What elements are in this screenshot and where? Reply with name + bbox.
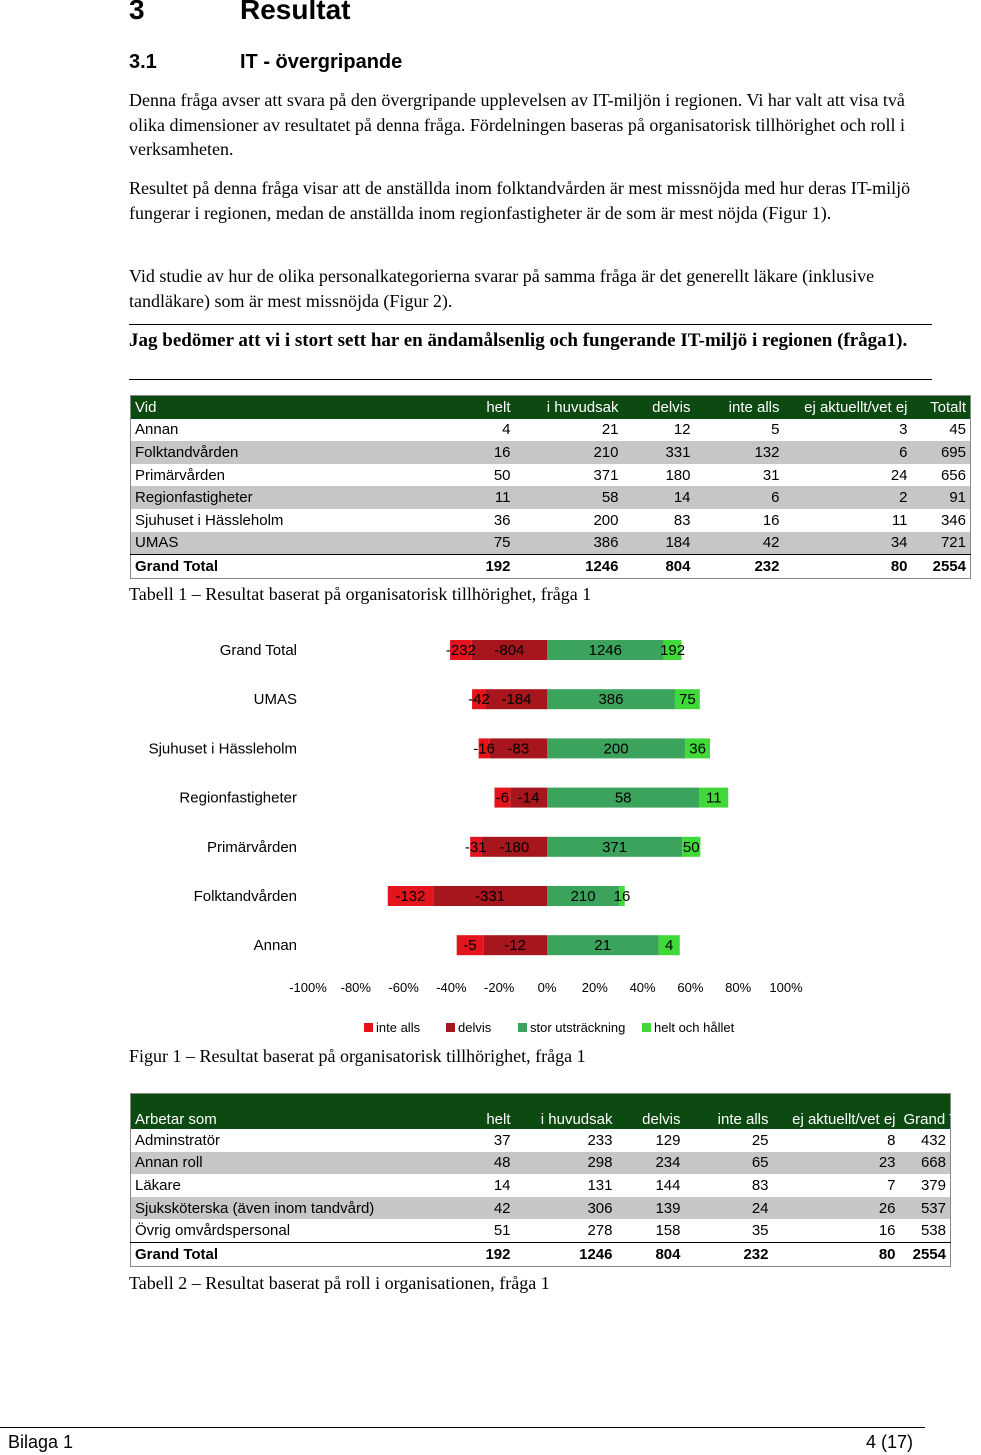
table-row <box>131 1129 951 1152</box>
table-cell: 278 <box>515 1219 617 1242</box>
x-tick-label: 20% <box>581 980 608 995</box>
chart-background <box>129 612 804 1037</box>
column-header: delvis <box>617 1094 685 1130</box>
table-cell: 91 <box>912 486 971 509</box>
table-cell: 721 <box>912 532 971 555</box>
legend-swatch <box>518 1023 527 1032</box>
category-label: Regionfastigheter <box>179 789 297 807</box>
row-label: UMAS <box>131 532 441 555</box>
bar-value-label: -184 <box>501 691 532 709</box>
table-cell: 21 <box>515 419 623 442</box>
table-row <box>131 1197 951 1220</box>
table-total-row <box>131 555 971 579</box>
row-label: Primärvården <box>131 464 441 487</box>
table-cell: 16 <box>773 1219 900 1242</box>
table-cell: 804 <box>623 555 695 579</box>
category-label: Folktandvården <box>193 888 297 905</box>
table-cell: 26 <box>773 1197 900 1220</box>
table-row <box>131 419 971 442</box>
column-header: ej aktuellt/vet ej <box>773 1094 900 1130</box>
table-cell: 5 <box>695 419 784 442</box>
table-cell: 668 <box>900 1152 951 1175</box>
role-paragraph: Vid studie av hur de olika personalkategorierna svarar på samma fråga är det generellt läkare (inklusive tandläkare) som är mest missnöjda (Figur 2). <box>129 266 875 311</box>
table-cell: 233 <box>515 1129 617 1152</box>
table-cell: 14 <box>623 486 695 509</box>
table-cell: 804 <box>617 1242 685 1266</box>
bar-value-label: 21 <box>594 937 612 955</box>
x-tick-label: -100% <box>289 980 327 995</box>
table-cell: 144 <box>617 1174 685 1197</box>
bar-value-label: -6 <box>495 789 510 807</box>
table-cell: 2 <box>784 486 912 509</box>
table-cell: 131 <box>515 1174 617 1197</box>
table-cell: 4 <box>441 419 515 442</box>
table-cell: 386 <box>515 532 623 555</box>
table-row <box>131 1219 951 1242</box>
table-cell: 129 <box>617 1129 685 1152</box>
table-cell: 200 <box>515 509 623 532</box>
table-row <box>131 486 971 509</box>
table-row <box>131 464 971 487</box>
bar-value-label: -42 <box>468 691 490 709</box>
column-header: ej aktuellt/vet ej <box>784 396 912 419</box>
table-cell: 14 <box>411 1174 515 1197</box>
bar-value-label: 1246 <box>588 642 622 659</box>
row-label: Sjuksköterska (även inom tandvård) <box>131 1197 411 1220</box>
bar-value-label: -331 <box>475 888 506 905</box>
legend-swatch <box>642 1023 651 1032</box>
row-label: Regionfastigheter <box>131 486 441 509</box>
column-header: Totalt <box>912 396 971 419</box>
bar-value-label: 11 <box>705 789 722 807</box>
table-cell: 83 <box>623 509 695 532</box>
column-header: delvis <box>623 396 695 419</box>
footer-appendix: Bilaga 1 <box>8 1432 74 1452</box>
table-cell: 1246 <box>515 1242 617 1266</box>
column-header: Arbetar som <box>131 1094 411 1130</box>
row-label: Annan roll <box>131 1152 411 1175</box>
org-results-chart <box>129 612 804 1037</box>
row-label: Sjuhuset i Hässleholm <box>131 509 441 532</box>
bar-value-label: -180 <box>499 838 530 856</box>
column-header: i huvudsak <box>515 1094 617 1130</box>
category-label: Annan <box>253 937 297 955</box>
x-tick-label: 40% <box>629 980 656 995</box>
table-cell: 331 <box>623 441 695 464</box>
category-label: Sjuhuset i Hässleholm <box>148 740 297 758</box>
figure1-caption: Figur 1 – Resultat baserat på organisatorisk tillhörighet, fråga 1 <box>129 1046 586 1066</box>
legend-swatch <box>446 1023 455 1032</box>
table-cell: 51 <box>411 1219 515 1242</box>
bar-value-label: 371 <box>602 838 628 856</box>
bar-value-label: 200 <box>603 740 629 758</box>
table-cell: 346 <box>912 509 971 532</box>
row-label: Adminstratör <box>131 1129 411 1152</box>
footer-rule <box>0 1427 925 1428</box>
table-cell: 16 <box>695 509 784 532</box>
table-cell: 538 <box>900 1219 951 1242</box>
table-cell: 35 <box>685 1219 773 1242</box>
table-row <box>131 532 971 555</box>
table-cell: 8 <box>773 1129 900 1152</box>
section-number: 3 <box>129 0 145 25</box>
org-results-table <box>130 395 971 579</box>
bar-value-label: -83 <box>507 740 530 758</box>
table-header-row <box>131 396 971 419</box>
table-cell: 298 <box>515 1152 617 1175</box>
table-row <box>131 1152 951 1175</box>
table-cell: 24 <box>784 464 912 487</box>
survey-question: Jag bedömer att vi i stort sett har en ändamålsenlig och fungerande IT-miljö i regionen (fråga1). <box>129 330 908 351</box>
bar-value-label: -31 <box>464 838 487 856</box>
table-cell: 50 <box>441 464 515 487</box>
subsection-number: 3.1 <box>129 51 157 73</box>
intro-paragraph: Denna fråga avser att svara på den övergripande upplevelsen av IT-miljön i regionen. Vi har valt att visa två olika dimensioner av resultatet på denna fråga. Fördelningen baseras på organisatorisk tillhörighet och roll i verksamheten. <box>129 90 905 159</box>
table-cell: 158 <box>617 1219 685 1242</box>
column-header: helt <box>441 396 515 419</box>
bar-value-label: -12 <box>504 937 526 955</box>
x-tick-label: 60% <box>677 980 704 995</box>
x-tick-label: 0% <box>537 980 557 995</box>
result-paragraph: Resultet på denna fråga visar att de anställda inom folktandvården är mest missnöjda med hur deras IT-miljö fungerar i regionen, medan de anställda inom regionfastigheter är de som är mest nöjda (Figur 1). <box>129 178 911 223</box>
column-header: inte alls <box>695 396 784 419</box>
table-cell: 537 <box>900 1197 951 1220</box>
table-cell: 31 <box>695 464 784 487</box>
table-cell: 695 <box>912 441 971 464</box>
table2-caption: Tabell 2 – Resultat baserat på roll i organisationen, fråga 1 <box>129 1273 550 1293</box>
table-cell: 192 <box>441 555 515 579</box>
column-header: i huvudsak <box>515 396 623 419</box>
legend-label: stor utsträckning <box>530 1020 626 1035</box>
table-cell: 2554 <box>900 1242 951 1266</box>
row-label: Övrig omvårdspersonal <box>131 1219 411 1242</box>
table-cell: 37 <box>411 1129 515 1152</box>
legend-label: inte alls <box>376 1020 421 1035</box>
table-cell: 3 <box>784 419 912 442</box>
table-row <box>131 1174 951 1197</box>
table-cell: 6 <box>695 486 784 509</box>
table-row <box>131 509 971 532</box>
table-cell: 80 <box>784 555 912 579</box>
bar-value-label: 386 <box>598 691 624 709</box>
row-label: Läkare <box>131 1174 411 1197</box>
table-row <box>131 441 971 464</box>
table-cell: 1246 <box>515 555 623 579</box>
table-cell: 132 <box>695 441 784 464</box>
section-heading <box>129 0 350 26</box>
table-cell: 371 <box>515 464 623 487</box>
table-cell: 75 <box>441 532 515 555</box>
table-body <box>131 419 971 579</box>
table-cell: 379 <box>900 1174 951 1197</box>
bar-value-label: -5 <box>463 937 477 955</box>
row-label: Annan <box>131 419 441 442</box>
bar-value-label: -14 <box>517 789 540 807</box>
table-cell: 306 <box>515 1197 617 1220</box>
table-header-row <box>131 1094 951 1130</box>
table-cell: 48 <box>411 1152 515 1175</box>
bar-value-label: -132 <box>395 888 426 905</box>
question-bottom-rule <box>129 379 932 380</box>
row-label: Grand Total <box>131 555 441 579</box>
table-cell: 232 <box>695 555 784 579</box>
table-cell: 192 <box>411 1242 515 1266</box>
x-tick-label: -20% <box>484 980 515 995</box>
table-cell: 80 <box>773 1242 900 1266</box>
bar-value-label: -804 <box>494 642 525 659</box>
row-label: Folktandvården <box>131 441 441 464</box>
table-cell: 139 <box>617 1197 685 1220</box>
x-tick-label: -80% <box>340 980 371 995</box>
bar-value-label: 58 <box>614 789 632 807</box>
table-cell: 234 <box>617 1152 685 1175</box>
x-tick-label: -40% <box>436 980 467 995</box>
table-cell: 25 <box>685 1129 773 1152</box>
table-total-row <box>131 1242 951 1266</box>
column-header: helt <box>411 1094 515 1130</box>
table-cell: 11 <box>441 486 515 509</box>
table-cell: 58 <box>515 486 623 509</box>
footer-page-number: 4 (17) <box>866 1432 914 1452</box>
x-tick-label: 100% <box>769 980 803 995</box>
x-tick-label: -60% <box>388 980 419 995</box>
table-cell: 36 <box>441 509 515 532</box>
category-label: UMAS <box>253 691 297 709</box>
bar-value-label: 210 <box>570 888 596 905</box>
table-cell: 45 <box>912 419 971 442</box>
legend-label: delvis <box>458 1020 492 1035</box>
subsection-title: IT - övergripande <box>240 51 403 73</box>
column-header: Vid <box>131 396 441 419</box>
bar-value-label: 50 <box>682 838 700 856</box>
role-results-table <box>130 1093 981 1267</box>
bar-value-label: 75 <box>679 691 696 709</box>
table-cell: 16 <box>441 441 515 464</box>
column-header: inte alls <box>685 1094 773 1130</box>
table-cell: 2554 <box>912 555 971 579</box>
section-title: Resultat <box>240 0 351 25</box>
bar-value-label: 16 <box>613 888 631 905</box>
table-cell: 42 <box>695 532 784 555</box>
table-cell: 83 <box>685 1174 773 1197</box>
table-cell: 11 <box>784 509 912 532</box>
legend-label: helt och hållet <box>654 1020 735 1035</box>
table-cell: 210 <box>515 441 623 464</box>
table-cell: 23 <box>773 1152 900 1175</box>
table-cell: 42 <box>411 1197 515 1220</box>
bar-value-label: 4 <box>664 937 674 955</box>
table-cell: 232 <box>685 1242 773 1266</box>
bar-value-label: -232 <box>445 642 476 659</box>
table1-caption: Tabell 1 – Resultat baserat på organisatorisk tillhörighet, fråga 1 <box>129 584 592 604</box>
legend-swatch <box>364 1023 373 1032</box>
category-label: Primärvården <box>206 838 297 856</box>
bar-value-label: -16 <box>473 740 495 758</box>
table-cell: 180 <box>623 464 695 487</box>
bar-value-label: 36 <box>689 740 706 758</box>
row-label: Grand Total <box>131 1242 411 1266</box>
question-top-rule <box>129 324 932 325</box>
table-cell: 656 <box>912 464 971 487</box>
bar-value-label: 192 <box>660 642 686 659</box>
table-cell: 184 <box>623 532 695 555</box>
table-cell: 6 <box>784 441 912 464</box>
x-tick-label: 80% <box>725 980 752 995</box>
table-cell: 7 <box>773 1174 900 1197</box>
table-cell: 34 <box>784 532 912 555</box>
table-cell: 65 <box>685 1152 773 1175</box>
table-cell: 12 <box>623 419 695 442</box>
table-cell: 432 <box>900 1129 951 1152</box>
table-cell: 24 <box>685 1197 773 1220</box>
subsection-heading <box>129 51 402 74</box>
category-label: Grand Total <box>219 642 297 659</box>
column-header: Grand Total <box>900 1094 951 1130</box>
table-body <box>131 1129 951 1266</box>
